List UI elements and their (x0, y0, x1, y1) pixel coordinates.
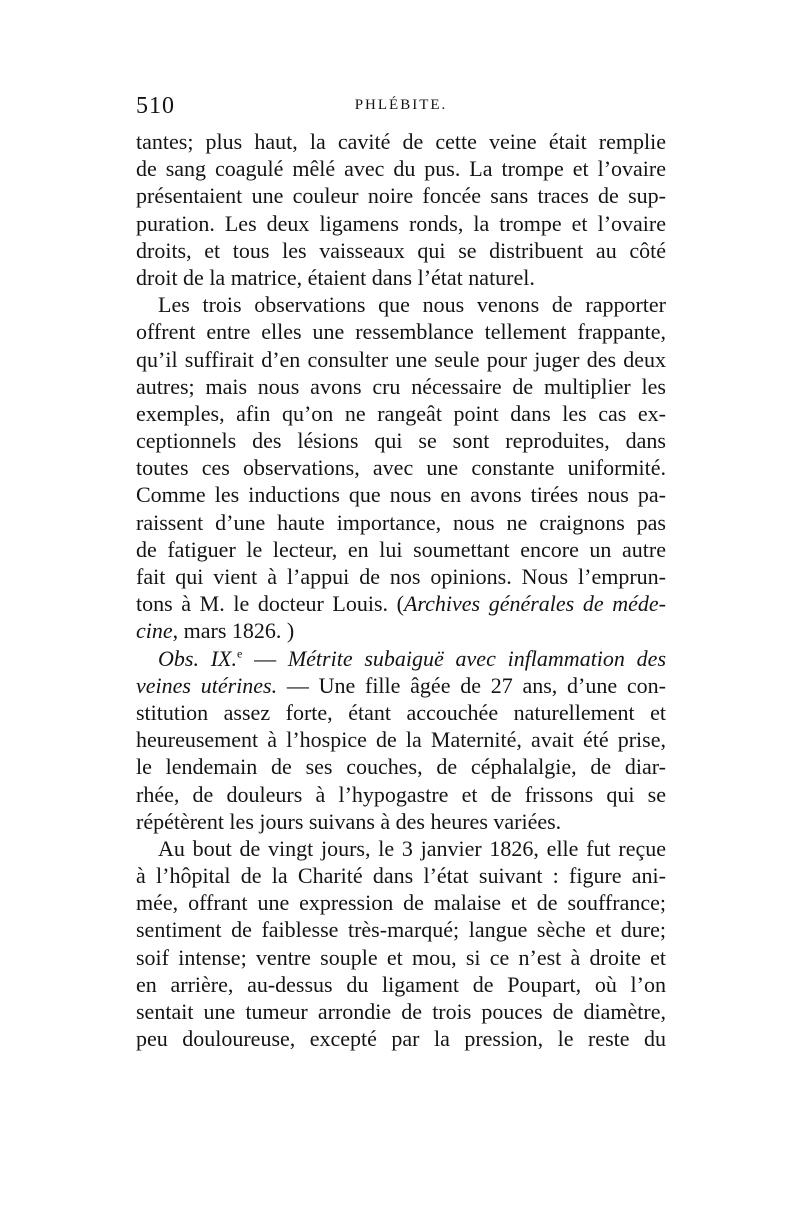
text-line: peu douloureuse, excepté par la pression, le reste du (136, 1026, 666, 1052)
text-line: ceptionnels des lésions qui se sont reproduites, dans (136, 428, 666, 454)
text-segment: , mars 1826. ) (172, 618, 295, 644)
text-line: présentaient une couleur noire foncée sans traces de sup- (136, 183, 666, 209)
text-line: répétèrent les jours suivans à des heures variées. (136, 808, 562, 834)
text-line: toutes ces observations, avec une constante uniformité. (136, 455, 666, 481)
text-line: heureusement à l’hospice de la Maternité, avait été prise, (136, 727, 666, 753)
text-line: droit de la matrice, étaient dans l’état naturel. (136, 264, 535, 290)
text-line: droits, et tous les vaisseaux qui se distribuent au côté (136, 237, 666, 263)
text-line: le lendemain de ses couches, de céphalalgie, de diar- (136, 754, 666, 780)
text-line: autres; mais nous avons cru nécessaire de multiplier les (136, 373, 666, 399)
text-line: fait qui vient à l’appui de nos opinions. Nous l’emprun- (136, 564, 666, 589)
text-line: exemples, afin qu’on ne rangeât point dans les cas ex- (136, 400, 666, 426)
body-text (136, 128, 666, 1052)
text-line (136, 617, 666, 644)
citation-italic: Archives générales de méde- (403, 591, 666, 617)
text-line: de fatiguer le lecteur, en lui soumettant encore un autre (136, 536, 666, 562)
ordinal-superscript: e (236, 646, 243, 661)
text-line: Au bout de vingt jours, le 3 janvier 1826, elle fut reçue (158, 835, 666, 861)
text-line: en arrière, au-dessus du ligament de Poupart, où l’on (136, 971, 666, 997)
text-line: raissent d’une haute importance, nous ne craignons pas (136, 509, 666, 535)
running-title: PHLÉBITE. (354, 97, 448, 113)
text-line: Les trois observations que nous venons de rapporter (158, 292, 666, 318)
text-line: sentiment de faiblesse très-marqué; langue sèche et dure; (136, 917, 666, 943)
observation-heading-line (136, 645, 666, 672)
text-line: Comme les inductions que nous en avons tirées nous pa- (136, 482, 666, 508)
observation-title: Métrite subaiguë avec inflammation des (287, 645, 667, 671)
page-number: 510 (136, 93, 175, 119)
text-segment: tons à M. le docteur Louis. ( (136, 591, 404, 617)
text-line: à l’hôpital de la Charité dans l’état suivant : figure ani- (136, 863, 666, 889)
text-line (136, 672, 666, 699)
text-segment: — Une fille âgée de 27 ans, d’une con- (277, 672, 666, 698)
citation-italic: cine (136, 618, 173, 644)
text-line: puration. Les deux ligamens ronds, la trompe et l’ovaire (136, 210, 666, 236)
text-line: mée, offrant une expression de malaise et de souffrance; (136, 890, 666, 916)
observation-label: Obs. IX. (158, 645, 237, 671)
text-segment: — (242, 645, 288, 671)
text-line: tantes; plus haut, la cavité de cette veine était remplie (136, 129, 666, 154)
text-line: rhée, de douleurs à l’hypogastre et de frissons qui se (136, 781, 666, 807)
text-line: sentait une tumeur arrondie de trois pouces de diamètre, (136, 999, 666, 1024)
text-line: qu’il suffirait d’en consulter une seule pour juger des deux (136, 346, 666, 372)
page-header (136, 93, 666, 123)
text-line: stitution assez forte, étant accouchée naturellement et (136, 699, 666, 725)
text-line: offrent entre elles une ressemblance tellement frappante, (136, 319, 666, 345)
text-line: de sang coagulé mêlé avec du pus. La trompe et l’ovaire (136, 156, 666, 182)
observation-title: veines utérines. (136, 672, 278, 698)
text-line (136, 590, 666, 617)
text-line: soif intense; ventre souple et mou, si ce n’est à droite et (136, 944, 666, 970)
